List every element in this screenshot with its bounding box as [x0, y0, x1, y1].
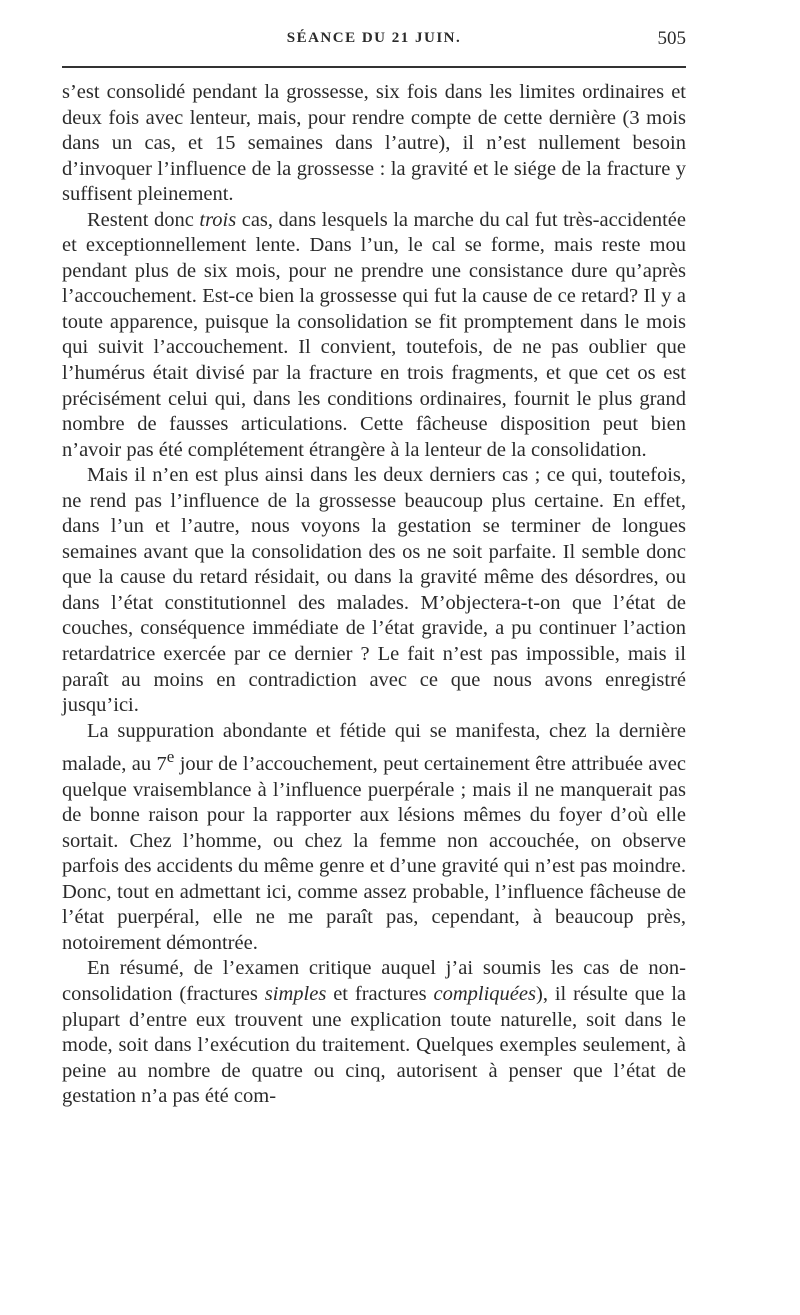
paragraph-2-start: Restent donc: [87, 208, 200, 231]
paragraph-4-rest: jour de l’accouchement, peut certainement être attribuée avec quelque vraisemblance à l’influence puerpérale ; mais il ne manquerait pas de bonne raison pour la rapporter aux lésions mêmes du foyer d’où elle sortait. Chez l’homme, ou chez la femme non accouchée, on observe parfois des accidents du même genre et d’une gravité qui n’est pas moindre. Donc, tout en admettant ici, comme assez probable, l’influence fâcheuse de l’état puerpéral, elle ne me paraît pas, cependant, à beaucoup près, notoirement démontrée.: [62, 753, 686, 954]
paragraph-2-rest: cas, dans lesquels la marche du cal fut très-accidentée et exceptionnellement lente. Dans l’un, le cal se forme, mais reste mou pendant plus de six mois, pour ne prendre une consistance dure qu’après l’accouchement. Est-ce bien la grossesse qui fut la cause de ce retard? Il y a toute apparence, puisque la consolidation se fit promptement dans le mois qui suivit l’accouchement. Il convient, toutefois, de ne pas oublier que l’humérus était divisé par la fracture en trois fragments, et que cet os est précisément celui qui, dans les conditions ordinaires, fournit le plus grand nombre de fausses articulations. Cette fâcheuse disposition peut bien n’avoir pas été complétement étrangère à la lenteur de la consolidation.: [62, 208, 686, 461]
paragraph-4-start: La suppuration abondante et fétide qui se manifesta, chez la dernière malade, au 7: [62, 719, 686, 776]
paragraph-5-start: En résumé, de l’examen critique auquel j’ai soumis les cas de non-consolidation (fractures: [62, 957, 686, 1005]
page-number: 505: [657, 28, 686, 49]
paragraph-5-italic-1: simples: [264, 982, 327, 1005]
paragraph-4: [62, 719, 686, 957]
paragraph-1: s’est consolidé pendant la grossesse, six fois dans les limites ordinaires et deux fois avec lenteur, mais, pour rendre compte de cette dernière (3 mois dans un cas, et 15 semaines dans l’autre), il n’est nullement besoin d’invoquer l’influence de la grossesse : la gravité et le siége de la fracture y suffisent pleinement.: [62, 81, 686, 206]
paragraph-5-middle: et fractures: [326, 982, 434, 1005]
paragraph-5-rest: ), il résulte que la plupart d’entre eux trouvent une explication toute naturelle, soit dans le mode, soit dans l’exécution du traitement. Quelques exemples seulement, à peine au nombre de quatre ou cinq, autorisent à penser que l’état de gestation n’a pas été com-: [62, 982, 686, 1108]
paragraph-3: Mais il n’en est plus ainsi dans les deux derniers cas ; ce qui, toutefois, ne rend pas l’influence de la grossesse beaucoup plus certaine. En effet, dans l’un et l’autre, nous voyons la gestation se terminer de longues semaines avant que la consolidation des os ne soit parfaite. Il semble donc que la cause du retard résidait, ou dans la gravité même des désordres, ou dans l’état constitutionnel des malades. M’objectera-t-on que l’état de couches, conséquence immédiate de l’état gravide, a pu continuer l’action retardatrice exercée par ce dernier ? Le fait n’est pas impossible, mais il paraît au moins en contradiction avec ce que nous avons enregistré jusqu’ici.: [62, 464, 686, 717]
running-title: SÉANCE DU 21 JUIN.: [286, 30, 462, 46]
paragraph-2-italic: trois: [199, 208, 237, 231]
page-header: [62, 30, 686, 56]
paragraph-5-italic-2: compliquées: [433, 982, 536, 1005]
paragraph-2: [62, 208, 686, 463]
paragraph-4-superscript: e: [166, 747, 175, 767]
paragraph-5: [62, 956, 686, 1109]
body-text: [62, 80, 686, 1110]
header-rule: [62, 66, 686, 68]
